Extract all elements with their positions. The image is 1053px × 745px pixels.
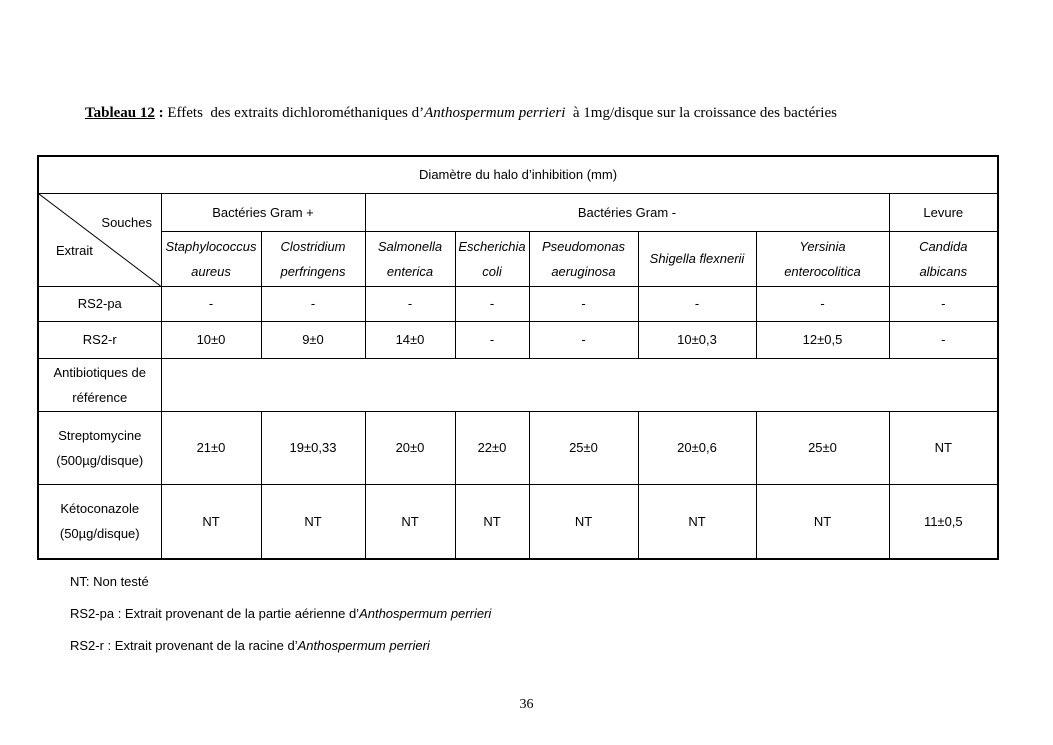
value-cell: -: [455, 286, 529, 321]
table-title-text: Effets des extraits dichlorométhaniques d’: [167, 105, 425, 121]
value-cell: 10±0: [161, 321, 261, 358]
table-row: [38, 286, 998, 321]
group-header-levure: Levure: [889, 193, 998, 231]
value-cell: NT: [529, 484, 638, 559]
organism-header: Yersinia enterocolitica: [756, 231, 889, 286]
value-cell: NT: [161, 484, 261, 559]
value-cell: -: [529, 321, 638, 358]
organism-header: Shigella flexnerii: [638, 231, 756, 286]
value-cell: 22±0: [455, 411, 529, 484]
footnote-rs2pa: RS2-pa : Extrait provenant de la partie aérienne d’Anthospermum perrieri: [70, 606, 492, 621]
group-header-gram-minus: Bactéries Gram -: [365, 193, 889, 231]
organism-header: Pseudomonas aeruginosa: [529, 231, 638, 286]
row-label-rs2pa: RS2-pa: [38, 286, 161, 321]
table-row: [38, 321, 998, 358]
page-number: 36: [519, 697, 534, 712]
organism-header: Clostridium perfringens: [261, 231, 365, 286]
table-title-text-end: à 1mg/disque sur la croissance des bactéries: [565, 105, 837, 121]
row-label-ketoconazole: Kétoconazole (50µg/disque): [38, 484, 161, 559]
table-row: [38, 484, 998, 559]
organism-header: Candida albicans: [889, 231, 998, 286]
value-cell: 14±0: [365, 321, 455, 358]
group-header-gram-plus: Bactéries Gram +: [161, 193, 365, 231]
value-cell: 25±0: [756, 411, 889, 484]
value-cell: -: [161, 286, 261, 321]
value-cell: -: [261, 286, 365, 321]
value-cell: -: [455, 321, 529, 358]
value-cell: 12±0,5: [756, 321, 889, 358]
value-cell: -: [365, 286, 455, 321]
row-label-rs2r: RS2-r: [38, 321, 161, 358]
row-label-streptomycine: Streptomycine (500µg/disque): [38, 411, 161, 484]
value-cell: 21±0: [161, 411, 261, 484]
value-cell: -: [889, 286, 998, 321]
empty-merged-cell: [161, 358, 998, 411]
section-label-antibiotics: Antibiotiques de référence: [38, 358, 161, 411]
footnote-nt: NT: Non testé: [70, 574, 149, 589]
diagonal-divider: [39, 194, 161, 286]
value-cell: 25±0: [529, 411, 638, 484]
organism-header: Staphylococcus aureus: [161, 231, 261, 286]
value-cell: NT: [455, 484, 529, 559]
corner-header-cell: [38, 193, 161, 286]
corner-label-souches: Souches: [101, 214, 152, 230]
value-cell: 10±0,3: [638, 321, 756, 358]
value-cell: -: [529, 286, 638, 321]
table-title-species: Anthospermum perrieri: [424, 105, 566, 121]
value-cell: NT: [756, 484, 889, 559]
organism-header: Escherichia coli: [455, 231, 529, 286]
value-cell: -: [889, 321, 998, 358]
value-cell: 20±0: [365, 411, 455, 484]
value-cell: 9±0: [261, 321, 365, 358]
table-title: [70, 88, 837, 139]
inhibition-table: [37, 155, 999, 560]
value-cell: 11±0,5: [889, 484, 998, 559]
organism-header: Salmonella enterica: [365, 231, 455, 286]
footnote-rs2r: RS2-r : Extrait provenant de la racine d’Anthospermum perrieri: [70, 638, 430, 653]
value-cell: NT: [638, 484, 756, 559]
table-row: [38, 358, 998, 411]
table-row: [38, 411, 998, 484]
table-caption: Diamètre du halo d’inhibition (mm): [38, 156, 998, 193]
table-title-colon: :: [154, 105, 168, 121]
corner-label-extrait: Extrait: [56, 242, 93, 258]
value-cell: -: [638, 286, 756, 321]
value-cell: -: [756, 286, 889, 321]
table-title-label: Tableau 12: [85, 105, 155, 121]
value-cell: NT: [261, 484, 365, 559]
value-cell: NT: [365, 484, 455, 559]
value-cell: NT: [889, 411, 998, 484]
value-cell: 19±0,33: [261, 411, 365, 484]
value-cell: 20±0,6: [638, 411, 756, 484]
